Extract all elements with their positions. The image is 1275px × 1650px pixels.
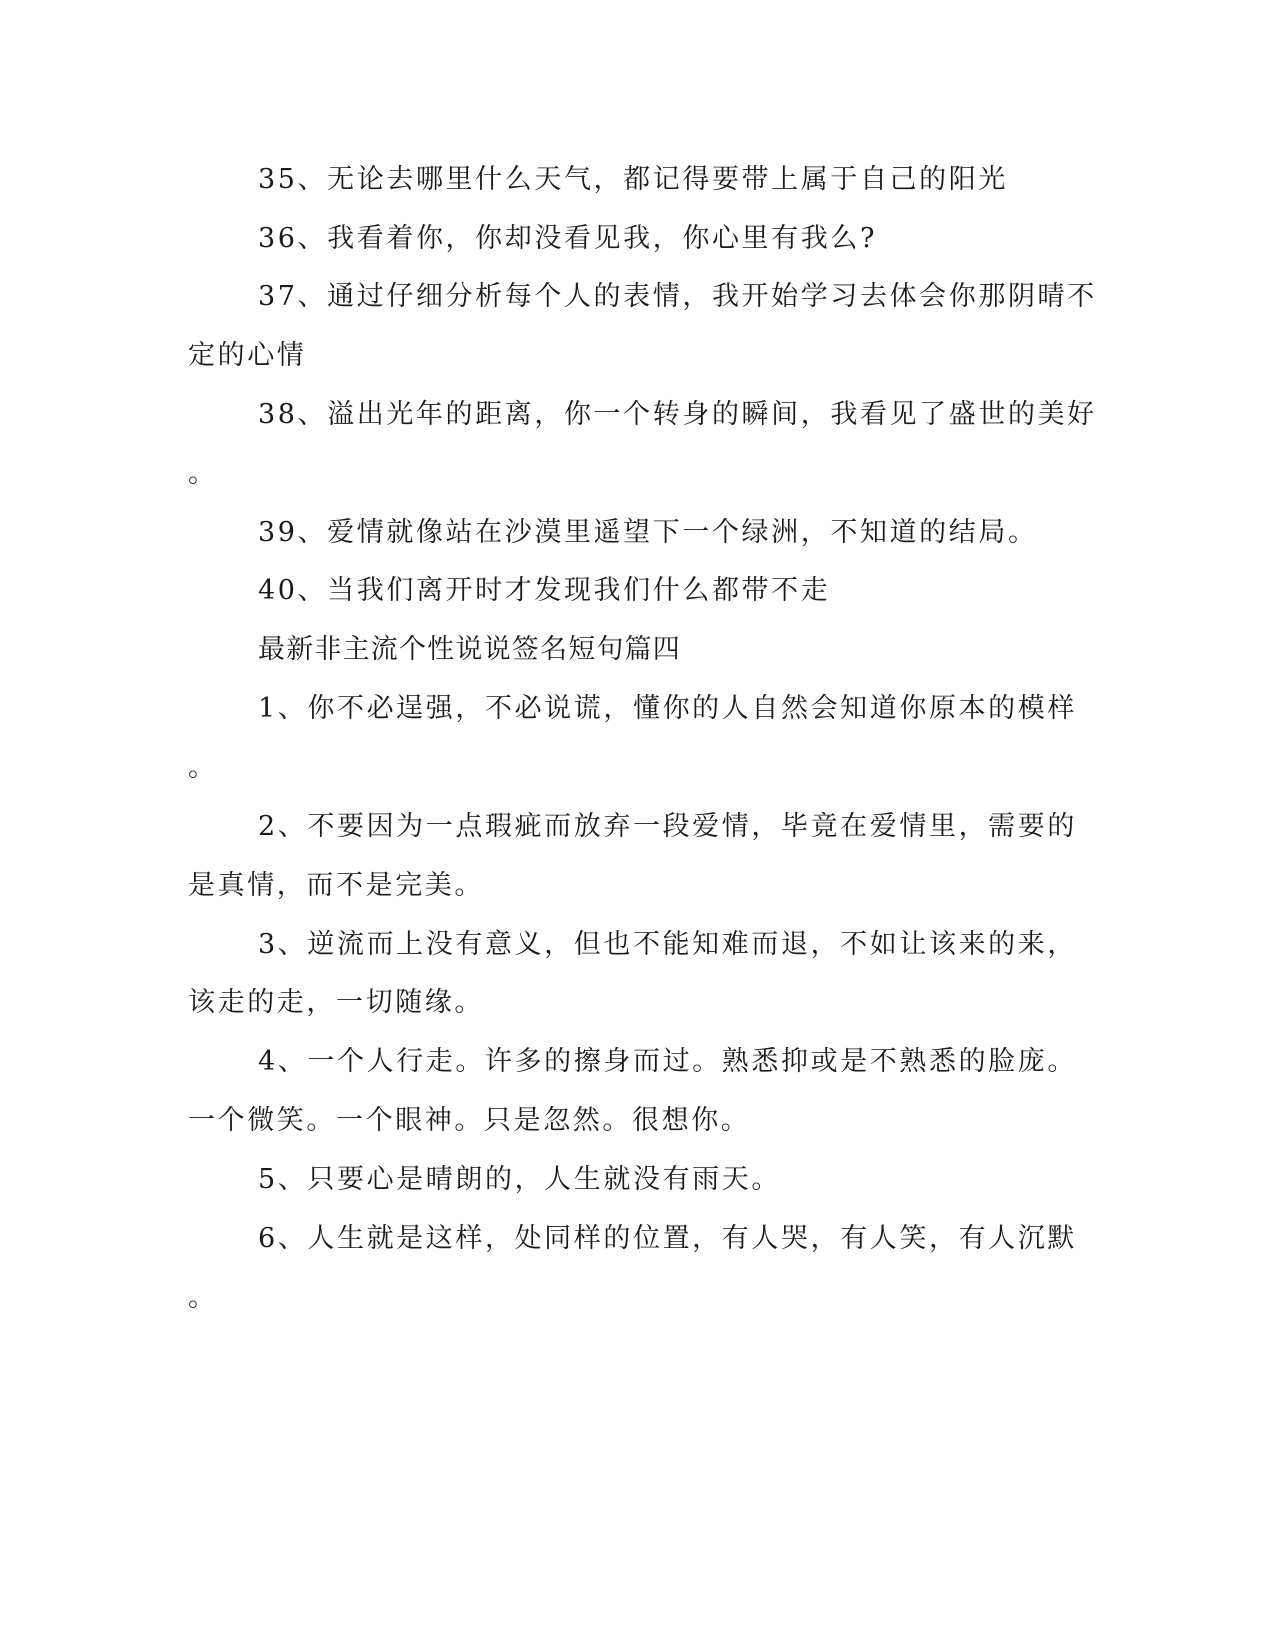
text-line: 该走的走，一切随缘。 [188,987,484,1018]
text-line: 37、通过仔细分析每个人的表情，我开始学习去体会你那阴晴不 [258,281,1097,312]
text-line: 4、一个人行走。许多的擦身而过。熟悉抑或是不熟悉的脸庞。 [258,1046,1077,1077]
text-line: 39、爱情就像站在沙漠里遥望下一个绿洲，不知道的结局。 [258,517,1038,548]
text-line: 1、你不必逞强，不必说谎，懂你的人自然会知道你原本的模样 [258,693,1077,724]
section-heading: 最新非主流个性说说签名短句篇四 [258,634,681,665]
text-line: 5、只要心是晴朗的，人生就没有雨天。 [258,1164,781,1195]
text-line: 40、当我们离开时才发现我们什么都带不走 [258,575,831,606]
text-line: 6、人生就是这样，处同样的位置，有人哭，有人笑，有人沉默 [258,1223,1077,1254]
text-line: 是真情，而不是完美。 [188,870,484,901]
text-line: 。 [188,1282,218,1313]
text-line: 36、我看着你，你却没看见我，你心里有我么? [258,223,878,254]
text-line: 35、无论去哪里什么天气，都记得要带上属于自己的阳光 [258,164,1008,195]
text-line: 定的心情 [188,340,307,371]
text-line: 。 [188,752,218,783]
text-line: 2、不要因为一点瑕疵而放弃一段爱情，毕竟在爱情里，需要的 [258,811,1077,842]
text-line: 38、溢出光年的距离，你一个转身的瞬间，我看见了盛世的美好 [258,399,1097,430]
text-line: 一个微笑。一个眼神。只是忽然。很想你。 [188,1105,751,1136]
text-line: 。 [188,458,218,489]
text-line: 3、逆流而上没有意义，但也不能知难而退，不如让该来的来， [258,929,1077,960]
